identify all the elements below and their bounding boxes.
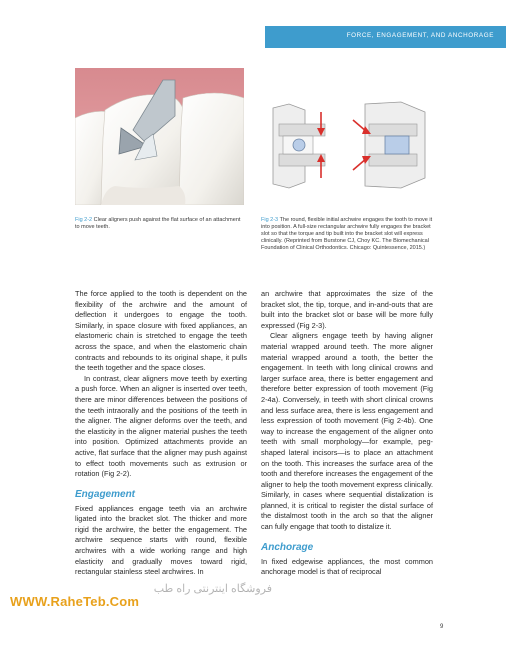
section-heading-engagement: Engagement xyxy=(75,488,136,500)
paragraph: Fixed appliances engage teeth via an archwire ligated into the bracket slot. The thicker and more rigid the archwire, the better the engagement. The archwire sequence starts with round, flexible archwires with a wide working range and high elasticity and gradually moves toward rigid, rectangular stainless steel archwires. In xyxy=(75,503,247,577)
paragraph: an archwire that approximates the size of the bracket slot, the tip, torque, and in-and-outs that are built into the bracket slot or base will be more fully expressed (Fig 2-3). xyxy=(261,289,433,330)
body-column-right xyxy=(261,289,433,578)
caption-text: The round, flexible initial archwire engages the tooth to move it into position. A full-size rectangular archwire fully engages the bracket slot so that the torque and tip built into the bracket slot will express clinically. (Reprinted from Burstone CJ, Choy KC. The Biomechanical Foundation of Clinical Orthodontics. Chicago: Quintessence, 2015.) xyxy=(261,217,433,252)
section-heading-anchorage: Anchorage xyxy=(261,541,314,553)
paragraph: Clear aligners engage teeth by having aligner material wrapped around teeth. The more aligner material wrapped around a tooth, the better the engagement. In teeth with long clinical crowns and larger surface area, there is better engagement and therefore better expression of tooth movement (Fig 2-4a). Conversely, in teeth with short clinical crowns and less surface area, there is less engagement and less expression of tooth movement (Fig 2-4b). One way to increase the engagement of the aligner onto teeth with small morphology—for example, peg-shaped lateral incisors—is to place an attachment on the tooth. This increases the surface area of the tooth and therefore increases the engagement of the aligner to help the tooth movement express clinically. Similarly, in cases where sequential distalization is planned, it is critical to register the distal surface of the distalmost tooth in the arch so that the aligner can fully engage that tooth to distalize it. xyxy=(261,331,433,532)
bracket-round-wire xyxy=(273,104,325,188)
figure-number: Fig 2-2 xyxy=(75,217,93,223)
watermark-persian-text: فروشگاه اینترنتی راه طب xyxy=(153,583,272,595)
figure-2-3-illustration xyxy=(261,98,435,193)
figure-2-3-caption xyxy=(261,217,434,252)
caption-text: Clear aligners push against the flat surface of an attachment to move teeth. xyxy=(75,217,241,231)
watermark xyxy=(10,582,270,614)
figure-number: Fig 2-3 xyxy=(261,217,279,223)
paragraph: In contrast, clear aligners move teeth by exerting a push force. When an aligner is inserted over teeth, there are minor differences between the positions of the teeth intraorally and the positions of the teeth in the aligner. The aligner deforms over the teeth, and the elasticity in the aligner material pushes the teeth into position. Optimized attachments provide an active, flat surface that the aligner may push against to effect tooth movements such as extrusion or rotation (Fig 2-2). xyxy=(75,373,247,479)
watermark-url: WWW.RaheTeb.Com xyxy=(10,594,140,609)
body-column-left xyxy=(75,289,247,578)
paragraph: In fixed edgewise appliances, the most common anchorage model is that of reciprocal xyxy=(261,556,433,577)
figure-2-2-caption xyxy=(75,217,245,231)
bracket-rectangular-wire xyxy=(353,102,425,188)
figure-2-2-illustration xyxy=(75,68,244,205)
page-number: 9 xyxy=(440,624,444,630)
paragraph: The force applied to the tooth is dependent on the flexibility of the archwire and the amount of deflection it undergoes to engage the tooth. Similarly, in space closure with fixed appliances, an elastomeric chain is stretched to engage the teeth across the space, and when the elastomeric chain contracts and rebounds to its original shape, it pulls the teeth together and the space closes. xyxy=(75,289,247,373)
running-header-title: FORCE, ENGAGEMENT, AND ANCHORAGE xyxy=(346,32,494,39)
